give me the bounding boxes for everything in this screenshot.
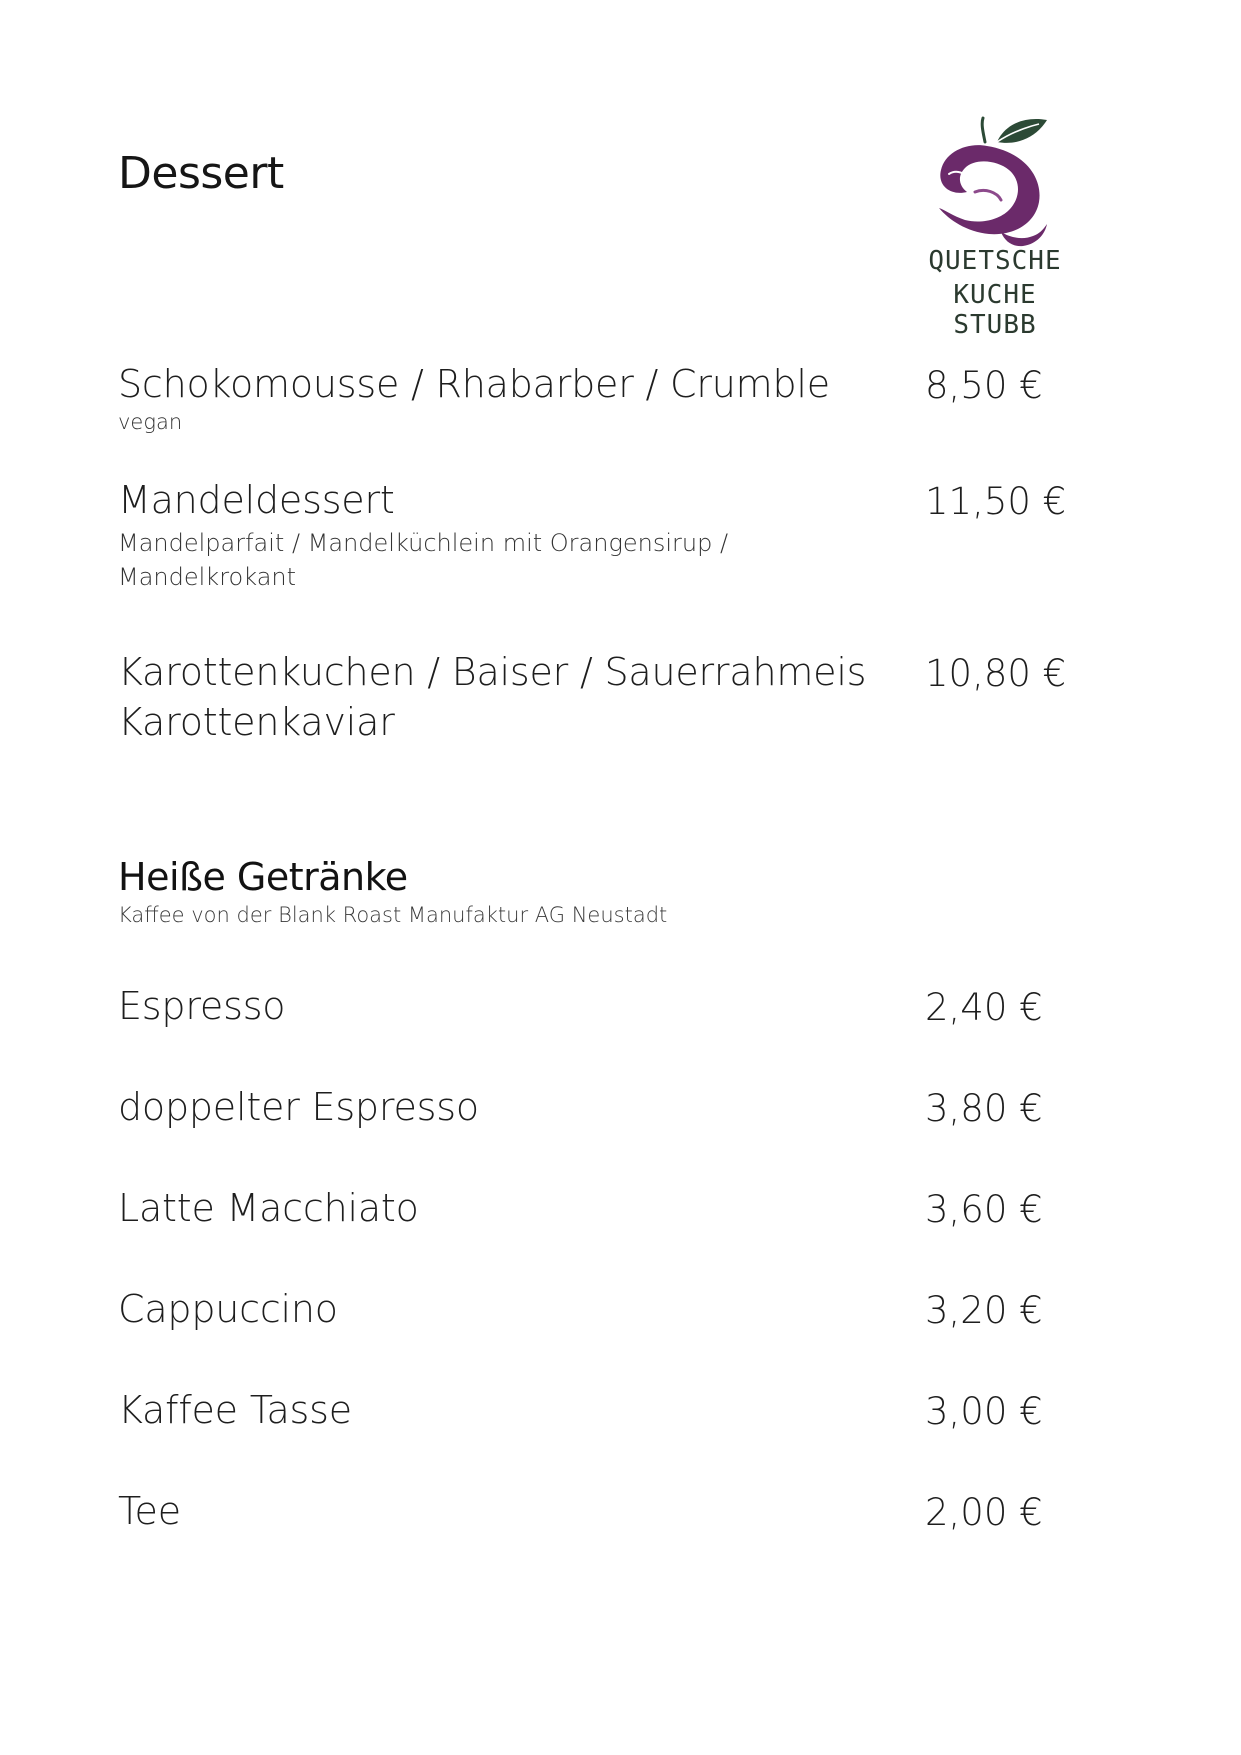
- menu-item-price: 3,20 €: [925, 1289, 1043, 1332]
- menu-item-name: Mandeldessert: [118, 478, 395, 522]
- menu-item-price: 2,40 €: [925, 986, 1043, 1029]
- menu-item-price: 8,50 €: [925, 364, 1043, 407]
- dessert-title: Dessert: [118, 148, 284, 199]
- menu-item-name: Karottenkaviar: [118, 700, 395, 744]
- menu-item-price: 10,80 €: [925, 652, 1067, 695]
- menu-item-name: Kaffee Tasse: [118, 1388, 352, 1432]
- menu-item-name: Karottenkuchen / Baiser / Sauerrahmeis: [118, 650, 867, 694]
- hot-drinks-subtitle: Kaffee von der Blank Roast Manufaktur AG Neustadt: [118, 903, 668, 927]
- menu-item-price: 2,00 €: [925, 1491, 1043, 1534]
- menu-item-name: Cappuccino: [118, 1287, 338, 1331]
- menu-item-description: Mandelparfait / Mandelküchlein mit Orangensirup /: [118, 529, 729, 557]
- menu-item-description: Mandelkrokant: [118, 563, 297, 591]
- menu-item-price: 11,50 €: [925, 480, 1067, 523]
- restaurant-logo: [905, 112, 1085, 340]
- hot-drinks-title: Heiße Getränke: [118, 855, 408, 899]
- menu-item-name: Latte Macchiato: [118, 1186, 419, 1230]
- menu-item-name: Espresso: [118, 984, 286, 1028]
- menu-item-price: 3,60 €: [925, 1188, 1043, 1231]
- logo-text-line2: KUCHE STUBB: [953, 280, 1037, 340]
- menu-item-price: 3,00 €: [925, 1390, 1043, 1433]
- menu-item-name: doppelter Espresso: [118, 1085, 479, 1129]
- logo-text-line1: QUETSCHE: [928, 246, 1062, 276]
- menu-item-description: vegan: [118, 410, 183, 434]
- menu-item-name: Tee: [118, 1489, 181, 1533]
- menu-item-name: Schokomousse / Rhabarber / Crumble: [118, 362, 830, 406]
- menu-item-price: 3,80 €: [925, 1087, 1043, 1130]
